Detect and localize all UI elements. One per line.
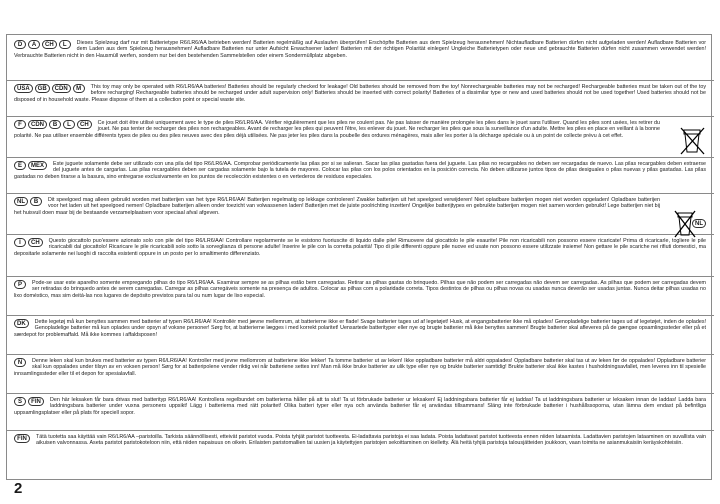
battery-warning-text: Dit speelgoed mag alleen gebruikt worden met batterijen van het type R6/LR6/AA! Batterijen regelmatig op lekkage controleren! Zwakke batterijen uit het speelgoed verwijderen! Niet opladbare batterijen mogen niet worden opgeladen! Opladbare batterijen voor het laden uit het speelgoed nemen! Opladbare batterijen alleen onder toezicht van volwassenen laden! Batterijen met de juiste poolrichting inzetten! Ongelijke batterijtypes en gebruikte batterijen mogen niet samen worden gebruikt! Lege batterijen niet bij het huisvuil doen maar bij de bestaande verzamelplaatsen voor speciaal afval afgeven. xyxy=(14,197,660,216)
country-code-badge: L xyxy=(59,40,71,49)
country-codes xyxy=(14,120,94,131)
country-codes xyxy=(14,161,49,172)
country-code-badge: CH xyxy=(77,120,92,129)
country-codes xyxy=(14,397,46,408)
page-number: 2 xyxy=(14,480,23,497)
country-codes xyxy=(14,358,28,369)
battery-warning-text: Dieses Spielzeug darf nur mit Batterietype R6/LR6/AA betrieben werden! Batterien regelmäßig auf Auslaufen überprüfen! Erschöpfte Batterien aus dem Spielzeug herausnehmen! Nichtaufladbare Batterien dürfen nicht aufgeladen werden! Aufladbare Batterien vor dem Laden aus dem Spielzeug herausnehmen! Aufladbare Batterien nur unter Aufsicht Erwachsener laden! Batterien mit der richtigen Polarität einlegen! Ungleiche Batterietypen oder neue und gebrauchte Batterien dürfen nicht zusammen verwendet werden! Verbrauchte Batterien nicht in den Hausmüll werfen, sondern nur bei den bestehenden Sammelstellen oder einem Sondermüllplatz abgeben. xyxy=(14,40,706,59)
section-divider xyxy=(6,315,714,316)
section-divider xyxy=(6,354,714,355)
country-code-badge: CDN xyxy=(28,120,47,129)
country-code-badge: P xyxy=(14,280,26,289)
country-code-badge: N xyxy=(14,358,26,367)
country-code-badge: FIN xyxy=(14,434,30,443)
language-section xyxy=(14,120,660,139)
battery-warning-text: Pode-se usar este aparelho somente empregando pilhas do tipo R6/LR6/AA. Examinar sempre se as pilhas estão bem carregadas. Retirar as pilhas gastas do brinquedo. Pilhas que não podem ser carregadas não devem ser carregadas. As pilhas que podem ser carregadas devem ser retiradas do brinquedo antes de serem carregadas. Carregar as pilhas carregáveis somente na presença de adultos. Colocar as pilhas com a polaridade correta. Tipos destintos de pilhas ou pilhas novas ou usadas nunca deverão ser usadas juntas. Nunca deitar pilhas usadas no lixo doméstico, mas sim deitá-las nos lugares de depósito previstos para tal ou num lugar de lixo especial. xyxy=(14,280,706,299)
language-section xyxy=(14,40,706,59)
language-section xyxy=(14,358,706,377)
country-code-badge: NL xyxy=(14,197,28,206)
language-section xyxy=(14,434,706,447)
country-code-badge: A xyxy=(28,40,40,49)
crossed-bin-nl-icon xyxy=(674,209,708,243)
battery-warning-text: Dette legetøj må kun benyttes sammen med batterier af typen R6/LR6/AA! Kontrollér med jævne mellemrum, at batterierne ikke er flade! Svage batterier tages ud af legetøjet! Husk, at engangsbatterier ikke må oplades! Genopladelige batterier tages ud af legetøjet, inden de oplades! Genopladelige batterier må kun oplades under opsyn af voksne personer! Sørg for, at batterierne lægges i med korrekt polaritet! Uensartede batterityper eller nye og brugte batterier må ikke benyttes sammen! Brugte batterier skal afleveres på de gængse opsamlingssteder eller på et særdepot for problemaffald. Må ikke kommes i affaldsposen! xyxy=(14,319,706,338)
language-section xyxy=(14,397,706,416)
country-code-badge: F xyxy=(14,120,26,129)
country-code-badge: S xyxy=(14,397,26,406)
battery-warning-text: This toy may only be operated with R6/LR6/AA batteries! Batteries should be regularly checked for leakage! Old batteries should be removed from the toy! Nonrechargeable batteries may not be recharged! Rechargeable batteries must be taken out of the toy before recharging! Rechargeable batteries should be recharged under adult supervision only! Batteries should be inserted with correct polarity! Batteries of a dissimilar type or new and used batteries should not be used together! Used batteries should not be disposed of in household waste. Please dispose of them at a collection point or special waste site. xyxy=(14,84,706,103)
country-code-badge: CH xyxy=(28,238,43,247)
country-code-badge: CDN xyxy=(52,84,71,93)
country-code-badge: I xyxy=(14,238,26,247)
country-codes xyxy=(14,84,87,95)
country-code-badge: E xyxy=(14,161,26,170)
country-code-badge: MEX xyxy=(28,161,47,170)
country-code-badge: B xyxy=(30,197,42,206)
battery-warning-text: Tätä tuotetta saa käyttää vain R6/LR6/AA –paristoilla. Tarkista säännöllisesti, etteivät paristot vuoda. Poista tyhjät paristot tuotteesta. Ei-ladattavia paristoja ei saa ladata. Poista ladattavat paristot tuotteesta ennen niiden lataamista. Ladattavien paristojen lataaminen on suvallista vain aikuisen valvonnassa. Aseta paristot paristokoteloon niin, että niiden napaisuus on oikein. Erilaisten paristomallien tai uusien ja käytettyjen paristojen sekoittaminen on kielletty. Älä heitä tyhjiä paristoja talousjätteiden joukkoon, vaan toimita ne asianmukaisiin keräyskohteisiin. xyxy=(36,434,706,447)
language-section xyxy=(14,197,660,216)
section-divider xyxy=(6,157,714,158)
section-divider xyxy=(6,116,714,117)
section-divider xyxy=(6,193,714,194)
country-codes xyxy=(14,238,45,249)
country-code-badge: GB xyxy=(35,84,50,93)
section-divider xyxy=(6,276,714,277)
battery-warning-text: Questo giocattolo puo'essere azionato solo con pile del tipo R6/LR6/AA! Controllare regolarmente se le esistono fuoriuscite di liquido dalle pile! Rimuovere dal giocattolo le pile esaurite! Pile non ricaricabili non possono essere ricaricate! Prima di ricaricarle, togliere le pile ricaricabili dal giocattolo! Ricaricare le pile ricaricabili solo sotto la sorveglianza di persone adulte! Inserire le pile con la corretta polarità! Tipo di pile differenti oppure pile nuove ed usate non possono essere utilizzate insieme! Non gettare le pile scariche nei rifiuti domestici, ma depositarle solamente nei luoghi di raccolta esistenti oppure in un posto per lo smaltimento differenziato. xyxy=(14,238,706,257)
country-code-badge: CH xyxy=(42,40,57,49)
country-code-badge: L xyxy=(63,120,75,129)
language-section xyxy=(14,161,706,180)
battery-warning-text: Ce jouet doit être utilisé uniquement avec le type de piles R6/LR6/AA. Vérifier régulièrement que les piles ne coulent pas. Ne pas laisser de manière prolongée les piles dans le jouet sans l'utiliser. Quand les piles sont usées, les retirer du jouet. Ne pas tenter de recharger des piles non rechargeables. Avant de recharger les piles qui peuvent l'être, les enlever du jouet. Ne recharger les piles que sous la surveillance d'un adulte. Mettre les piles en place en veillant à la bonne polarité. Ne pas utiliser ensemble différents types de piles ou des piles neuves avec des piles déjà utilisées. Ne pas jeter les piles dans la poubelle des ordures ménagères, mais aller les porter à la décharge spéciale ou à un point de collecte prévu à cet effet. xyxy=(14,120,660,139)
country-code-badge: D xyxy=(14,40,26,49)
section-divider xyxy=(6,80,714,81)
section-divider xyxy=(6,234,714,235)
language-section xyxy=(14,319,706,338)
crossed-bin-icon xyxy=(680,126,706,156)
country-codes xyxy=(14,434,32,445)
language-section xyxy=(14,238,706,257)
section-divider xyxy=(6,430,714,431)
language-section xyxy=(14,84,706,103)
nl-badge: NL xyxy=(692,219,706,228)
battery-warning-text: Den här leksaken får bara drivas med batterityp R6/LR6/AA! Kontrollera regelbundet om batterierna håller på att ta slut! Ta ut förbrukade batterier ur leksaken! Ej laddningsbara batterier får ej laddas! Ta ut laddningsbara batterier ur leksaken innan de laddas! Ladda bara laddningsbara batterier under vuxna personers uppsikt! Lägg i batterierna med rätt polaritet! Olika batteri typer eller nya och använda batterier får ej användas tillsammans! Släng inte förbrukade batterier i hushållssoporna, utan lämna dem endast på befintliga uppsamlingsplatser eller på plats för speciell sopor. xyxy=(14,397,706,416)
battery-warning-text: Denne leken skal kun brukes med batterier av typen R6/LR6/AA! Kontroller med jevne mellomrom at batteriene ikke lekker! Ta tomme batterier ut av leken! Ikke oppladbare batterier må aldri oppalades! Oppladbare batterier skal tas ut av leken før de oppalades! Oppladbare batterier skal kun oppalades under tilsyn av en voksen person! Sørg for at batteripolene vender riktig vei når batteriene settes inn! Man må ikke bruke batterier av ulik type eller nye og brukte batterier samtidig! Brukte batterier skal ikke kastes i husholdningsavfallet, men leveres inn til spesielle innsamlingssteder eller til et depon for spesialavfall. xyxy=(14,358,706,377)
language-section xyxy=(14,280,706,299)
country-code-badge: DK xyxy=(14,319,29,328)
country-codes xyxy=(14,197,44,208)
country-code-badge: FIN xyxy=(28,397,44,406)
country-codes xyxy=(14,280,28,291)
country-code-badge: B xyxy=(49,120,61,129)
country-codes xyxy=(14,319,31,330)
section-divider xyxy=(6,393,714,394)
battery-warning-text: Este juguete solamente debe ser utilizado con una pila del tipo R6/LR6/AA. Comprobar periódicamente las pilas por si se salieran. Sacar las pilas gastadas fuera del juguete. Las pilas no recargables no deben ser recargadas de nuevo. Las pilas recargables deben extraerse del juguete antes de cargarlas. Las pilas recargables deben ser cargadas solamente bajo la tutela de mayores. Colocar las pilas con los polos orientados en la posición correcta. No deben utilizarse juntos tipos de pilas desiguales o pilas nuevas y pilas gastadas. Las pilas gastadas no deben tirarse a la basura, sino entregarse exclusivamente en los puntos de recolección existentes o en vertederos de residuos especiales. xyxy=(14,161,706,180)
country-code-badge: M xyxy=(73,84,85,93)
country-codes xyxy=(14,40,73,51)
country-code-badge: USA xyxy=(14,84,33,93)
